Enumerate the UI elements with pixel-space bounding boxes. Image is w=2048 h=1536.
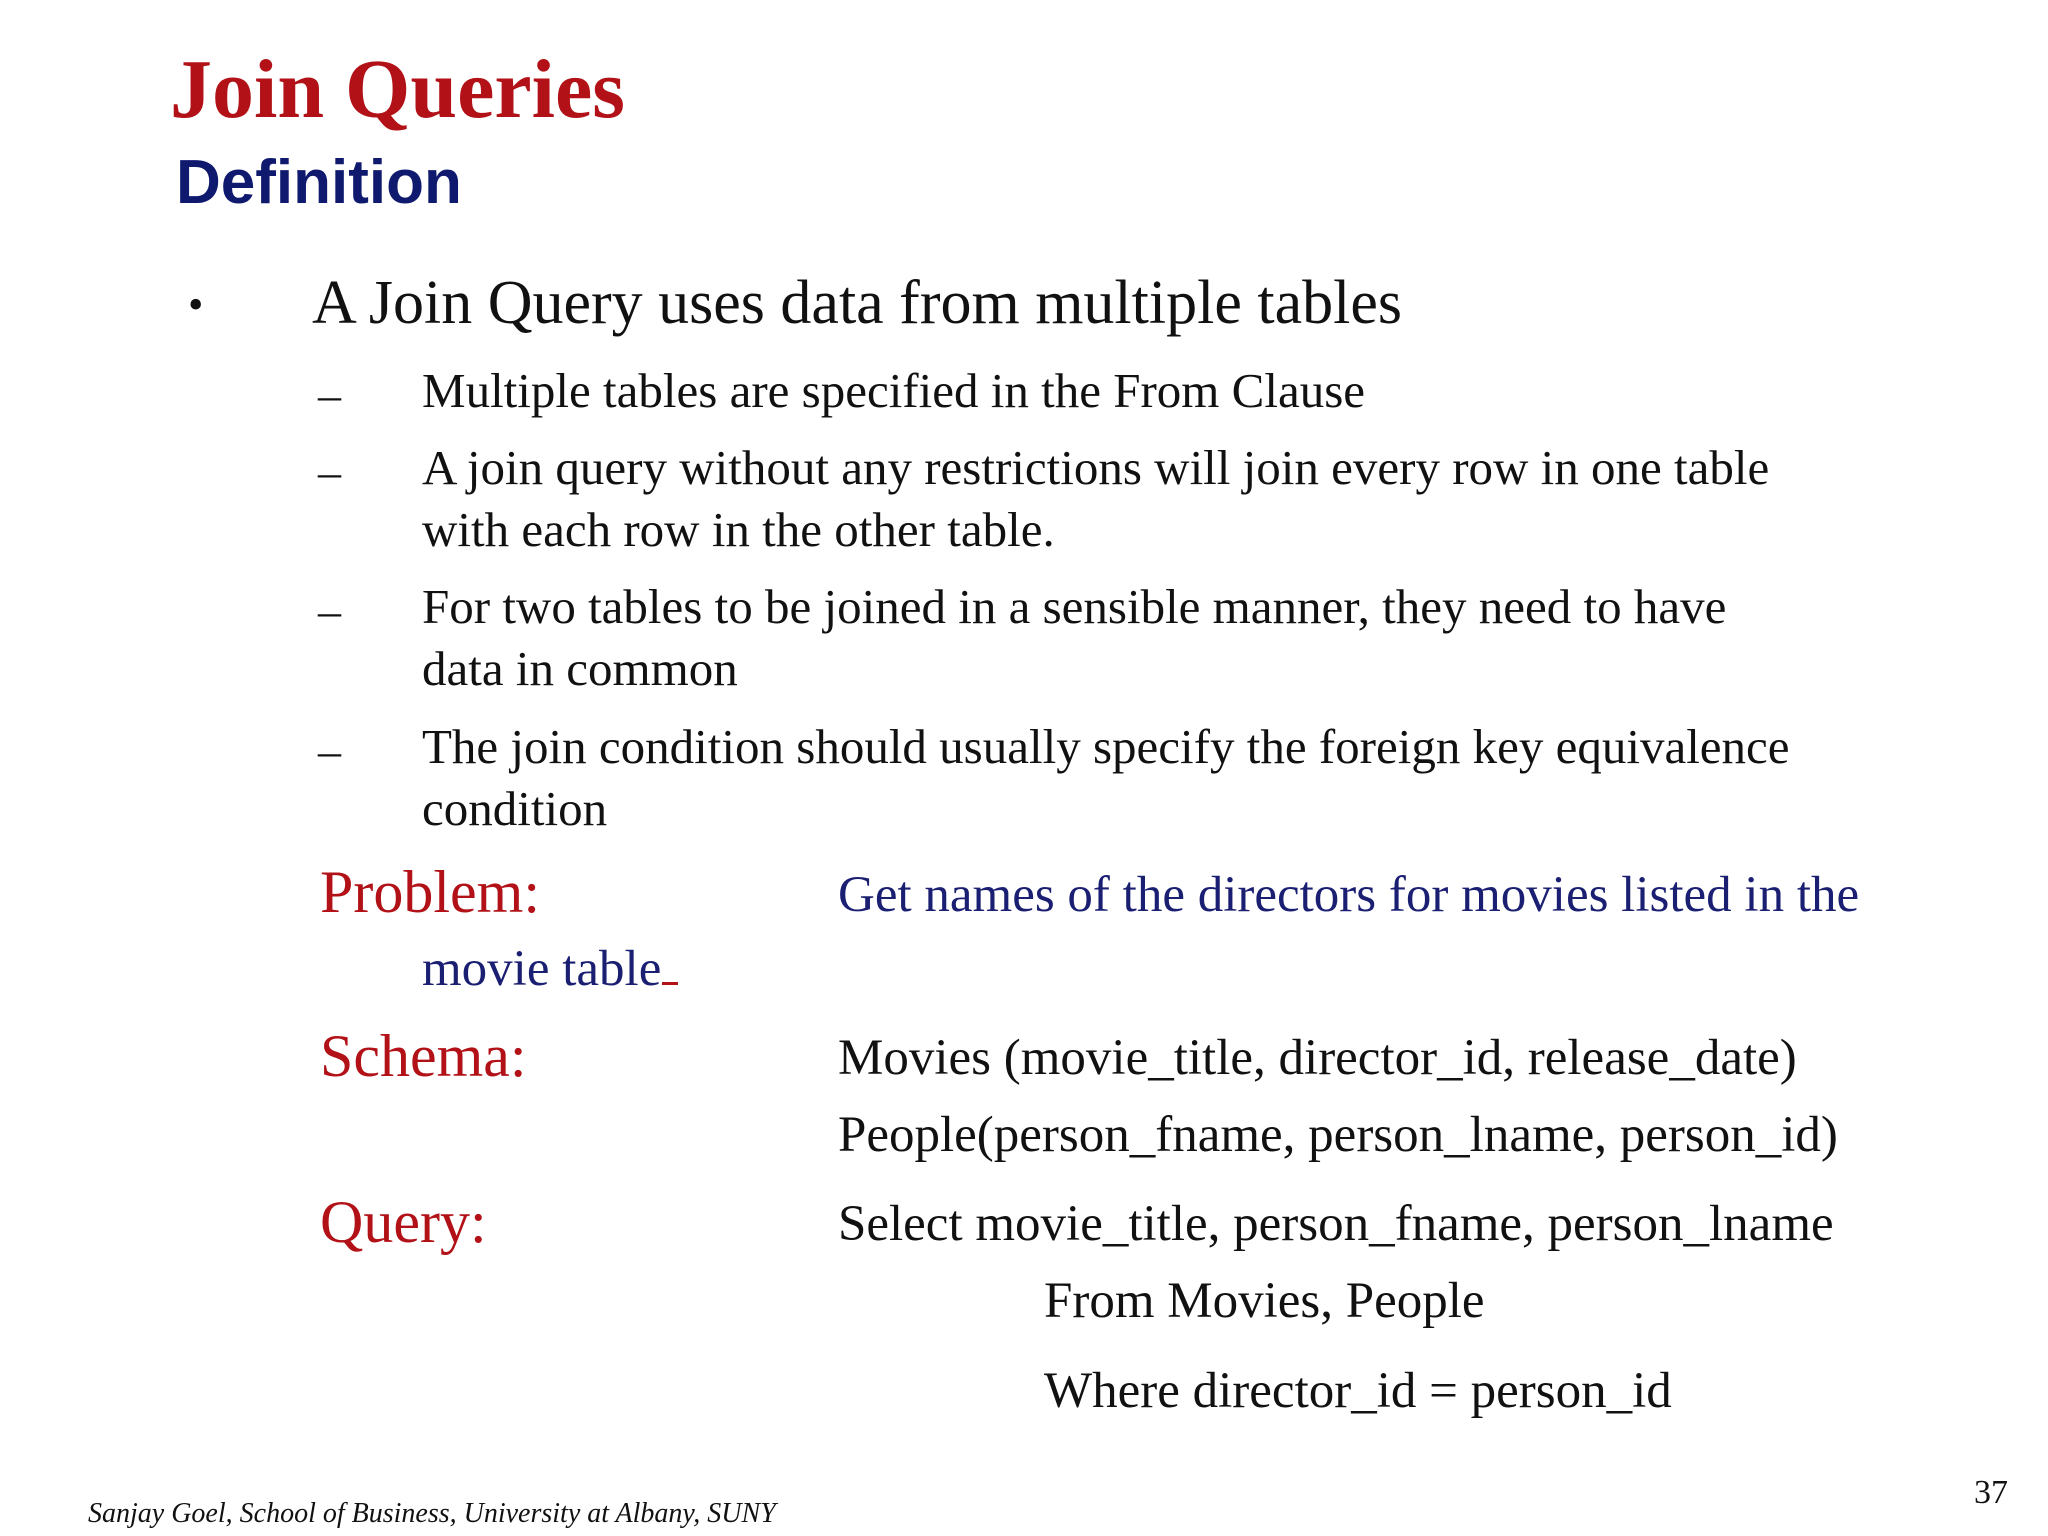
sub-bullet-text: A join query without any restrictions will join every row in one table [422,440,1770,495]
sub-bullet-text-continued: data in common [422,641,738,696]
sub-bullet-text-continued: condition [422,781,608,836]
query-label: Query: [320,1189,487,1255]
problem-text-line2: movie table [422,941,662,997]
footer-author: Sanjay Goel, School of Business, University at Albany, SUNY [88,1498,776,1529]
query-from: From Movies, People [1044,1273,1485,1329]
sub-bullet-text: The join condition should usually specify the foreign key equivalence [422,719,1790,774]
schema-movies: Movies (movie_title, director_id, release_date) [838,1030,1797,1086]
sub-bullet-text: Multiple tables are specified in the From Clause [422,363,1366,418]
problem-text-continued [422,941,678,997]
sub-bullet-marker: – [318,585,341,636]
schema-label: Schema: [320,1023,527,1089]
problem-label: Problem: [320,859,540,925]
schema-people: People(person_fname, person_lname, person_id) [838,1107,1838,1163]
page-number: 37 [1974,1474,2008,1511]
sub-bullet-marker: – [318,369,341,420]
query-select: Select movie_title, person_fname, person_lname [838,1196,1834,1252]
slide-title: Join Queries [170,43,625,136]
sub-bullet-text-continued: with each row in the other table. [422,502,1055,557]
query-where: Where director_id = person_id [1044,1363,1672,1419]
problem-text: Get names of the directors for movies listed in the [838,867,1860,923]
sub-bullet-marker: – [318,446,341,497]
text-cursor [662,982,678,985]
sub-bullet-text: For two tables to be joined in a sensible manner, they need to have [422,579,1727,634]
slide-subtitle: Definition [176,148,462,217]
bullet-text: A Join Query uses data from multiple tables [312,269,1402,337]
bullet-marker: • [188,280,204,329]
sub-bullet-marker: – [318,725,341,776]
